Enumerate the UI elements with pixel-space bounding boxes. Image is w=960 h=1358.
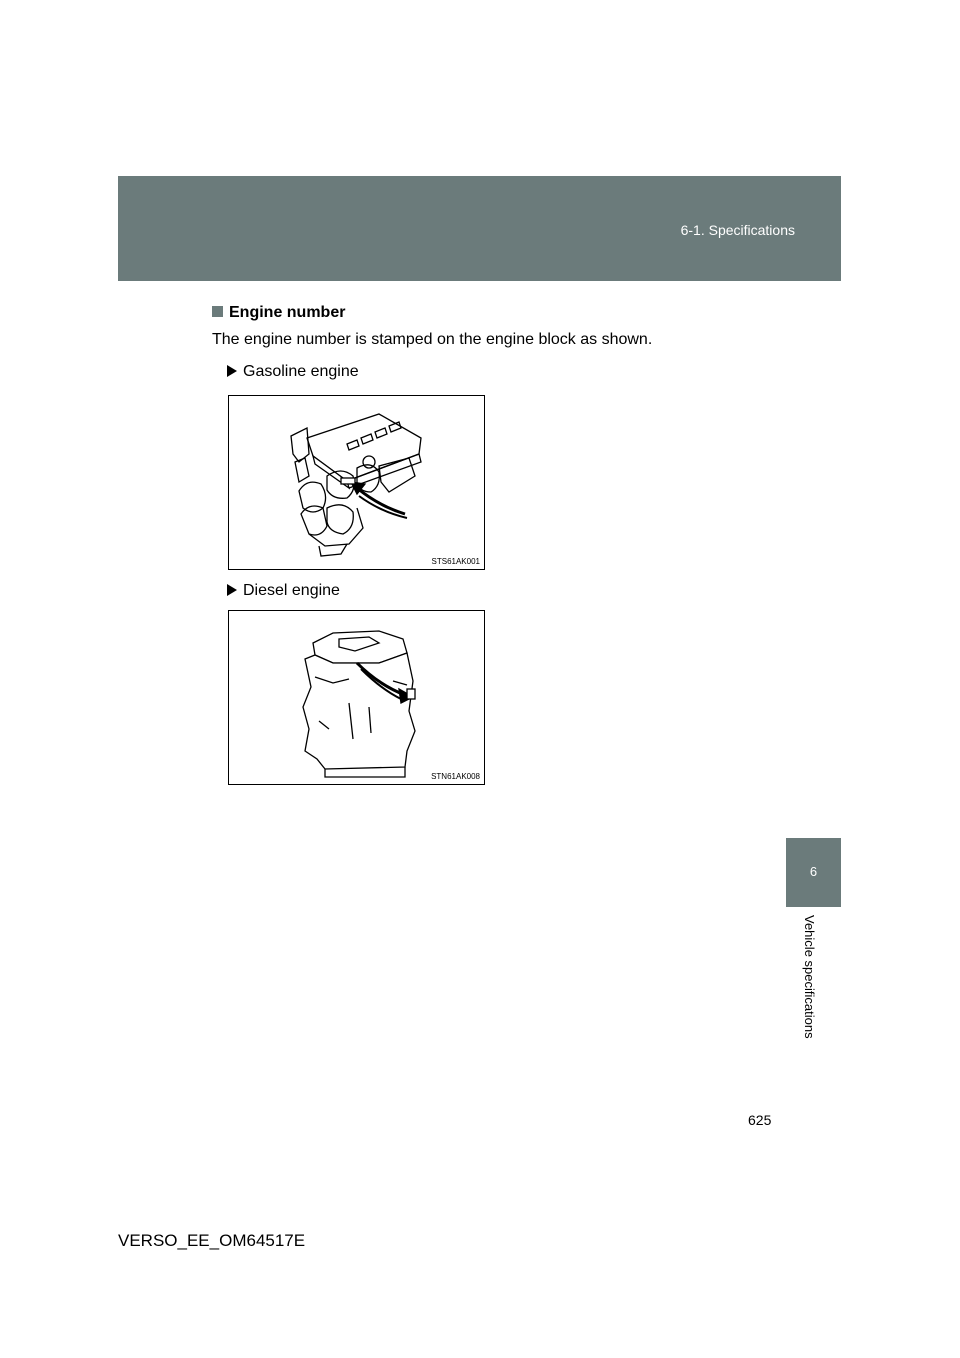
figure-diesel-engine <box>228 610 485 785</box>
header-band <box>118 176 841 281</box>
document-code: VERSO_EE_OM64517E <box>118 1231 306 1250</box>
section-heading <box>212 304 345 322</box>
bullet-label: Gasoline engine <box>243 363 359 380</box>
section-title: 6-1. Specifications <box>680 222 795 238</box>
figure-gasoline-engine <box>228 395 485 570</box>
diesel-engine-illustration <box>229 611 484 784</box>
square-bullet-icon <box>212 306 223 317</box>
chapter-number: 6 <box>809 864 818 879</box>
description-text: The engine number is stamped on the engine block as shown. <box>212 331 653 348</box>
chapter-tab <box>786 838 841 907</box>
bullet-diesel <box>227 582 340 600</box>
chapter-label: Vehicle specifications <box>802 915 817 1039</box>
bullet-gasoline <box>227 363 359 381</box>
figure-code: STN61AK008 <box>431 772 480 781</box>
page-number: 625 <box>748 1112 772 1128</box>
heading-text: Engine number <box>229 304 346 321</box>
triangle-bullet-icon <box>227 584 237 596</box>
figure-code: STS61AK001 <box>431 557 480 566</box>
triangle-bullet-icon <box>227 365 237 377</box>
bullet-label: Diesel engine <box>243 582 340 599</box>
chapter-label-container <box>802 915 822 1060</box>
gasoline-engine-illustration <box>229 396 484 569</box>
